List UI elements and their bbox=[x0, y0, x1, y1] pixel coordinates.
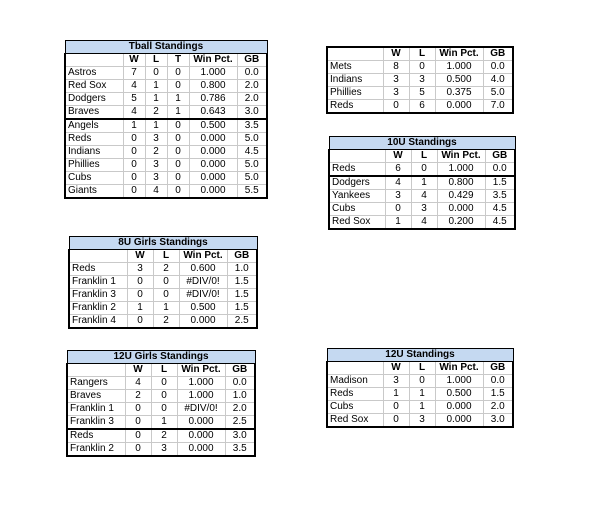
table-cell: 4.0 bbox=[483, 74, 513, 87]
table-cell: 3 bbox=[385, 190, 411, 203]
table-cell: 2.0 bbox=[483, 401, 513, 414]
table-row bbox=[329, 163, 515, 177]
table-cell: 1.5 bbox=[483, 388, 513, 401]
table-cell: 5.0 bbox=[237, 133, 267, 146]
u10-standings-table bbox=[328, 136, 516, 230]
header-cell: Win Pct. bbox=[177, 364, 225, 377]
table-cell: 0.000 bbox=[179, 315, 227, 329]
table-cell: 7 bbox=[123, 67, 145, 80]
table-cell: 4 bbox=[123, 106, 145, 120]
table-cell: 0.800 bbox=[189, 80, 237, 93]
table-cell: 4 bbox=[385, 176, 411, 190]
table-row bbox=[69, 315, 257, 329]
top-right-standings-table bbox=[326, 46, 514, 114]
table-cell: 4 bbox=[123, 80, 145, 93]
table-cell: 0 bbox=[125, 403, 151, 416]
team-name-cell: Cubs bbox=[329, 203, 385, 216]
table-cell: 0.0 bbox=[237, 67, 267, 80]
table-cell: 0 bbox=[125, 443, 151, 457]
team-name-cell: Braves bbox=[65, 106, 123, 120]
table-cell: 0.375 bbox=[435, 87, 483, 100]
team-name-cell: Cubs bbox=[65, 172, 123, 185]
team-name-cell: Reds bbox=[69, 263, 127, 276]
team-name-cell: Phillies bbox=[65, 159, 123, 172]
table-cell: 3 bbox=[409, 414, 435, 428]
team-name-cell: Red Sox bbox=[327, 414, 383, 428]
table-cell: 3.5 bbox=[225, 443, 255, 457]
table-cell: 0 bbox=[123, 146, 145, 159]
table-cell: 0 bbox=[409, 375, 435, 388]
table-cell: 0.000 bbox=[189, 172, 237, 185]
table-title: 12U Standings bbox=[327, 349, 513, 362]
table-row bbox=[65, 119, 267, 133]
table-cell: 4.5 bbox=[485, 203, 515, 216]
header-cell: GB bbox=[485, 150, 515, 163]
table-cell: 1 bbox=[123, 119, 145, 133]
table-cell: 1 bbox=[409, 388, 435, 401]
table-cell: 0 bbox=[167, 80, 189, 93]
table-cell: 4 bbox=[145, 185, 167, 199]
table-cell: 0 bbox=[127, 276, 153, 289]
team-name-cell: Franklin 3 bbox=[67, 416, 125, 430]
table-cell: 3 bbox=[409, 74, 435, 87]
table-cell: 1.000 bbox=[435, 61, 483, 74]
header-cell: W bbox=[383, 47, 409, 61]
table-cell: 2 bbox=[151, 429, 177, 443]
header-cell: GB bbox=[225, 364, 255, 377]
header-cell: GB bbox=[483, 47, 513, 61]
table-cell: 0.0 bbox=[485, 163, 515, 177]
header-cell bbox=[65, 54, 123, 67]
header-cell: L bbox=[153, 250, 179, 263]
table-cell: 1.5 bbox=[485, 176, 515, 190]
table-cell: 1 bbox=[383, 388, 409, 401]
table-cell: 3 bbox=[145, 159, 167, 172]
table-cell: 5.0 bbox=[237, 172, 267, 185]
table-cell: 1.000 bbox=[177, 377, 225, 390]
table-cell: 0 bbox=[123, 172, 145, 185]
table-cell: 0 bbox=[125, 429, 151, 443]
girls-8u-standings-table bbox=[68, 236, 258, 329]
table-cell: 3 bbox=[127, 263, 153, 276]
table-cell: 5.5 bbox=[237, 185, 267, 199]
header-cell: Win Pct. bbox=[179, 250, 227, 263]
table-cell: 1 bbox=[145, 93, 167, 106]
table-cell: 1 bbox=[167, 106, 189, 120]
table-cell: 0 bbox=[167, 159, 189, 172]
table-cell: 4.5 bbox=[485, 216, 515, 230]
team-name-cell: Phillies bbox=[327, 87, 383, 100]
team-name-cell: Reds bbox=[329, 163, 385, 177]
table-row bbox=[67, 429, 255, 443]
header-cell: GB bbox=[227, 250, 257, 263]
table-cell: 0 bbox=[167, 119, 189, 133]
table-row bbox=[329, 216, 515, 230]
team-name-cell: Indians bbox=[327, 74, 383, 87]
table-row bbox=[67, 443, 255, 457]
table-cell: 1.000 bbox=[177, 390, 225, 403]
table-cell: 1 bbox=[127, 302, 153, 315]
table-title: 10U Standings bbox=[329, 137, 515, 150]
team-name-cell: Rangers bbox=[67, 377, 125, 390]
table-cell: #DIV/0! bbox=[179, 276, 227, 289]
team-name-cell: Reds bbox=[327, 100, 383, 114]
table-row bbox=[65, 80, 267, 93]
header-cell: L bbox=[409, 47, 435, 61]
table-cell: 0 bbox=[383, 100, 409, 114]
table-cell: 0.000 bbox=[437, 203, 485, 216]
table-cell: 0 bbox=[127, 289, 153, 302]
team-name-cell: Franklin 1 bbox=[69, 276, 127, 289]
table-cell: 1 bbox=[411, 176, 437, 190]
team-name-cell: Reds bbox=[327, 388, 383, 401]
table-row bbox=[327, 74, 513, 87]
header-cell: Win Pct. bbox=[435, 47, 483, 61]
team-name-cell: Reds bbox=[65, 133, 123, 146]
table-row bbox=[327, 100, 513, 114]
table-cell: 0.000 bbox=[189, 146, 237, 159]
table-cell: 0 bbox=[123, 159, 145, 172]
table-cell: 3.5 bbox=[237, 119, 267, 133]
table-cell: 0 bbox=[383, 414, 409, 428]
table-cell: 3.0 bbox=[483, 414, 513, 428]
table-cell: 0.000 bbox=[435, 100, 483, 114]
team-name-cell: Dodgers bbox=[329, 176, 385, 190]
table-cell: 3 bbox=[145, 133, 167, 146]
team-name-cell: Dodgers bbox=[65, 93, 123, 106]
header-cell bbox=[67, 364, 125, 377]
header-cell: Win Pct. bbox=[189, 54, 237, 67]
table-cell: 2 bbox=[145, 146, 167, 159]
table-row bbox=[65, 93, 267, 106]
table-title: Tball Standings bbox=[65, 41, 267, 54]
table-cell: 0 bbox=[167, 146, 189, 159]
team-name-cell: Red Sox bbox=[65, 80, 123, 93]
header-cell bbox=[327, 362, 383, 375]
table-cell: 3 bbox=[383, 375, 409, 388]
table-cell: 6 bbox=[385, 163, 411, 177]
table-row bbox=[327, 375, 513, 388]
table-row bbox=[65, 159, 267, 172]
table-cell: 6 bbox=[409, 100, 435, 114]
team-name-cell: Franklin 3 bbox=[69, 289, 127, 302]
table-cell: 0.0 bbox=[225, 377, 255, 390]
header-cell: GB bbox=[483, 362, 513, 375]
team-name-cell: Franklin 1 bbox=[67, 403, 125, 416]
table-cell: 0 bbox=[151, 377, 177, 390]
team-name-cell: Reds bbox=[67, 429, 125, 443]
table-cell: 1.000 bbox=[435, 375, 483, 388]
table-cell: 1 bbox=[145, 80, 167, 93]
team-name-cell: Braves bbox=[67, 390, 125, 403]
table-cell: 1 bbox=[151, 416, 177, 430]
table-cell: 2 bbox=[125, 390, 151, 403]
table-cell: 7.0 bbox=[483, 100, 513, 114]
team-name-cell: Franklin 2 bbox=[69, 302, 127, 315]
table-title: 12U Girls Standings bbox=[67, 351, 255, 364]
table-row bbox=[69, 276, 257, 289]
table-cell: 1 bbox=[153, 302, 179, 315]
table-cell: 0 bbox=[383, 401, 409, 414]
table-cell: 0 bbox=[123, 185, 145, 199]
team-name-cell: Indians bbox=[65, 146, 123, 159]
table-cell: 2 bbox=[153, 263, 179, 276]
header-cell: W bbox=[385, 150, 411, 163]
table-cell: 0.600 bbox=[179, 263, 227, 276]
table-cell: 0.000 bbox=[189, 185, 237, 199]
table-cell: 3 bbox=[411, 203, 437, 216]
table-cell: 0.000 bbox=[189, 133, 237, 146]
table-cell: 1 bbox=[409, 401, 435, 414]
header-cell: L bbox=[145, 54, 167, 67]
table-cell: 0 bbox=[153, 289, 179, 302]
table-cell: 1 bbox=[385, 216, 411, 230]
table-cell: 0 bbox=[125, 416, 151, 430]
team-name-cell: Madison bbox=[327, 375, 383, 388]
table-cell: 3.0 bbox=[237, 106, 267, 120]
header-cell: Win Pct. bbox=[437, 150, 485, 163]
table-cell: 3 bbox=[145, 172, 167, 185]
table-cell: 0.0 bbox=[483, 61, 513, 74]
table-cell: 0.000 bbox=[177, 416, 225, 430]
table-row bbox=[69, 302, 257, 315]
table-cell: 0.000 bbox=[177, 443, 225, 457]
header-cell: W bbox=[383, 362, 409, 375]
table-cell: 2.0 bbox=[225, 403, 255, 416]
table-cell: 0.200 bbox=[437, 216, 485, 230]
table-cell: 1.5 bbox=[227, 276, 257, 289]
header-cell: GB bbox=[237, 54, 267, 67]
table-cell: 3 bbox=[383, 87, 409, 100]
table-row bbox=[65, 146, 267, 159]
table-row bbox=[65, 106, 267, 120]
table-cell: 2.5 bbox=[227, 315, 257, 329]
table-cell: 0 bbox=[385, 203, 411, 216]
table-cell: #DIV/0! bbox=[177, 403, 225, 416]
table-cell: 0.800 bbox=[437, 176, 485, 190]
table-cell: 8 bbox=[383, 61, 409, 74]
table-cell: 2.0 bbox=[237, 80, 267, 93]
header-cell: T bbox=[167, 54, 189, 67]
table-cell: 0.500 bbox=[179, 302, 227, 315]
table-row bbox=[327, 414, 513, 428]
header-cell: L bbox=[409, 362, 435, 375]
table-cell: 1 bbox=[167, 93, 189, 106]
team-name-cell: Yankees bbox=[329, 190, 385, 203]
table-cell: 2.5 bbox=[225, 416, 255, 430]
table-cell: 5.0 bbox=[237, 159, 267, 172]
table-cell: 2.0 bbox=[237, 93, 267, 106]
table-cell: 0 bbox=[167, 185, 189, 199]
table-cell: 0 bbox=[151, 403, 177, 416]
table-row bbox=[67, 390, 255, 403]
table-cell: 0 bbox=[153, 276, 179, 289]
table-row bbox=[329, 190, 515, 203]
table-row bbox=[65, 133, 267, 146]
header-cell: L bbox=[411, 150, 437, 163]
table-row bbox=[67, 377, 255, 390]
table-cell: 4.5 bbox=[237, 146, 267, 159]
table-row bbox=[327, 61, 513, 74]
table-cell: 0.429 bbox=[437, 190, 485, 203]
table-cell: 2 bbox=[153, 315, 179, 329]
header-cell: Win Pct. bbox=[435, 362, 483, 375]
table-cell: 2 bbox=[145, 106, 167, 120]
table-row bbox=[329, 203, 515, 216]
table-cell: 3.0 bbox=[225, 429, 255, 443]
table-row bbox=[67, 403, 255, 416]
table-cell: 0 bbox=[127, 315, 153, 329]
team-name-cell: Franklin 4 bbox=[69, 315, 127, 329]
table-cell: 3.5 bbox=[485, 190, 515, 203]
table-cell: 0 bbox=[151, 390, 177, 403]
table-cell: 1.5 bbox=[227, 289, 257, 302]
table-cell: 0.786 bbox=[189, 93, 237, 106]
team-name-cell: Angels bbox=[65, 119, 123, 133]
table-row bbox=[65, 67, 267, 80]
table-row bbox=[327, 388, 513, 401]
table-cell: 0.000 bbox=[189, 159, 237, 172]
girls-12u-standings-table bbox=[66, 350, 256, 457]
header-cell bbox=[327, 47, 383, 61]
table-cell: 3 bbox=[383, 74, 409, 87]
table-cell: 1.0 bbox=[227, 263, 257, 276]
team-name-cell: Red Sox bbox=[329, 216, 385, 230]
table-cell: 0.0 bbox=[483, 375, 513, 388]
table-cell: 5 bbox=[123, 93, 145, 106]
team-name-cell: Cubs bbox=[327, 401, 383, 414]
table-cell: 0.500 bbox=[189, 119, 237, 133]
table-cell: 0 bbox=[145, 67, 167, 80]
table-cell: 0 bbox=[167, 133, 189, 146]
table-cell: 3 bbox=[151, 443, 177, 457]
table-row bbox=[327, 401, 513, 414]
team-name-cell: Giants bbox=[65, 185, 123, 199]
table-cell: #DIV/0! bbox=[179, 289, 227, 302]
tball-standings-table bbox=[64, 40, 268, 199]
table-row bbox=[65, 172, 267, 185]
table-cell: 5.0 bbox=[483, 87, 513, 100]
table-cell: 1.0 bbox=[225, 390, 255, 403]
team-name-cell: Franklin 2 bbox=[67, 443, 125, 457]
table-row bbox=[327, 87, 513, 100]
header-cell bbox=[329, 150, 385, 163]
table-cell: 0 bbox=[167, 67, 189, 80]
team-name-cell: Astros bbox=[65, 67, 123, 80]
table-row bbox=[69, 263, 257, 276]
table-row bbox=[329, 176, 515, 190]
table-row bbox=[69, 289, 257, 302]
table-row bbox=[67, 416, 255, 430]
u12-standings-table bbox=[326, 348, 514, 428]
table-cell: 0 bbox=[123, 133, 145, 146]
table-cell: 0 bbox=[409, 61, 435, 74]
table-cell: 1 bbox=[145, 119, 167, 133]
table-cell: 1.5 bbox=[227, 302, 257, 315]
header-cell: W bbox=[127, 250, 153, 263]
header-cell: W bbox=[123, 54, 145, 67]
table-cell: 0.500 bbox=[435, 388, 483, 401]
table-cell: 0 bbox=[167, 172, 189, 185]
table-cell: 0.000 bbox=[435, 414, 483, 428]
table-cell: 1.000 bbox=[437, 163, 485, 177]
table-cell: 0.500 bbox=[435, 74, 483, 87]
table-cell: 4 bbox=[125, 377, 151, 390]
table-cell: 0.000 bbox=[177, 429, 225, 443]
table-cell: 0 bbox=[411, 163, 437, 177]
header-cell: L bbox=[151, 364, 177, 377]
table-cell: 1.000 bbox=[189, 67, 237, 80]
table-cell: 4 bbox=[411, 190, 437, 203]
table-title: 8U Girls Standings bbox=[69, 237, 257, 250]
table-cell: 0.643 bbox=[189, 106, 237, 120]
team-name-cell: Mets bbox=[327, 61, 383, 74]
header-cell bbox=[69, 250, 127, 263]
header-cell: W bbox=[125, 364, 151, 377]
table-row bbox=[65, 185, 267, 199]
table-cell: 5 bbox=[409, 87, 435, 100]
table-cell: 0.000 bbox=[435, 401, 483, 414]
table-cell: 4 bbox=[411, 216, 437, 230]
